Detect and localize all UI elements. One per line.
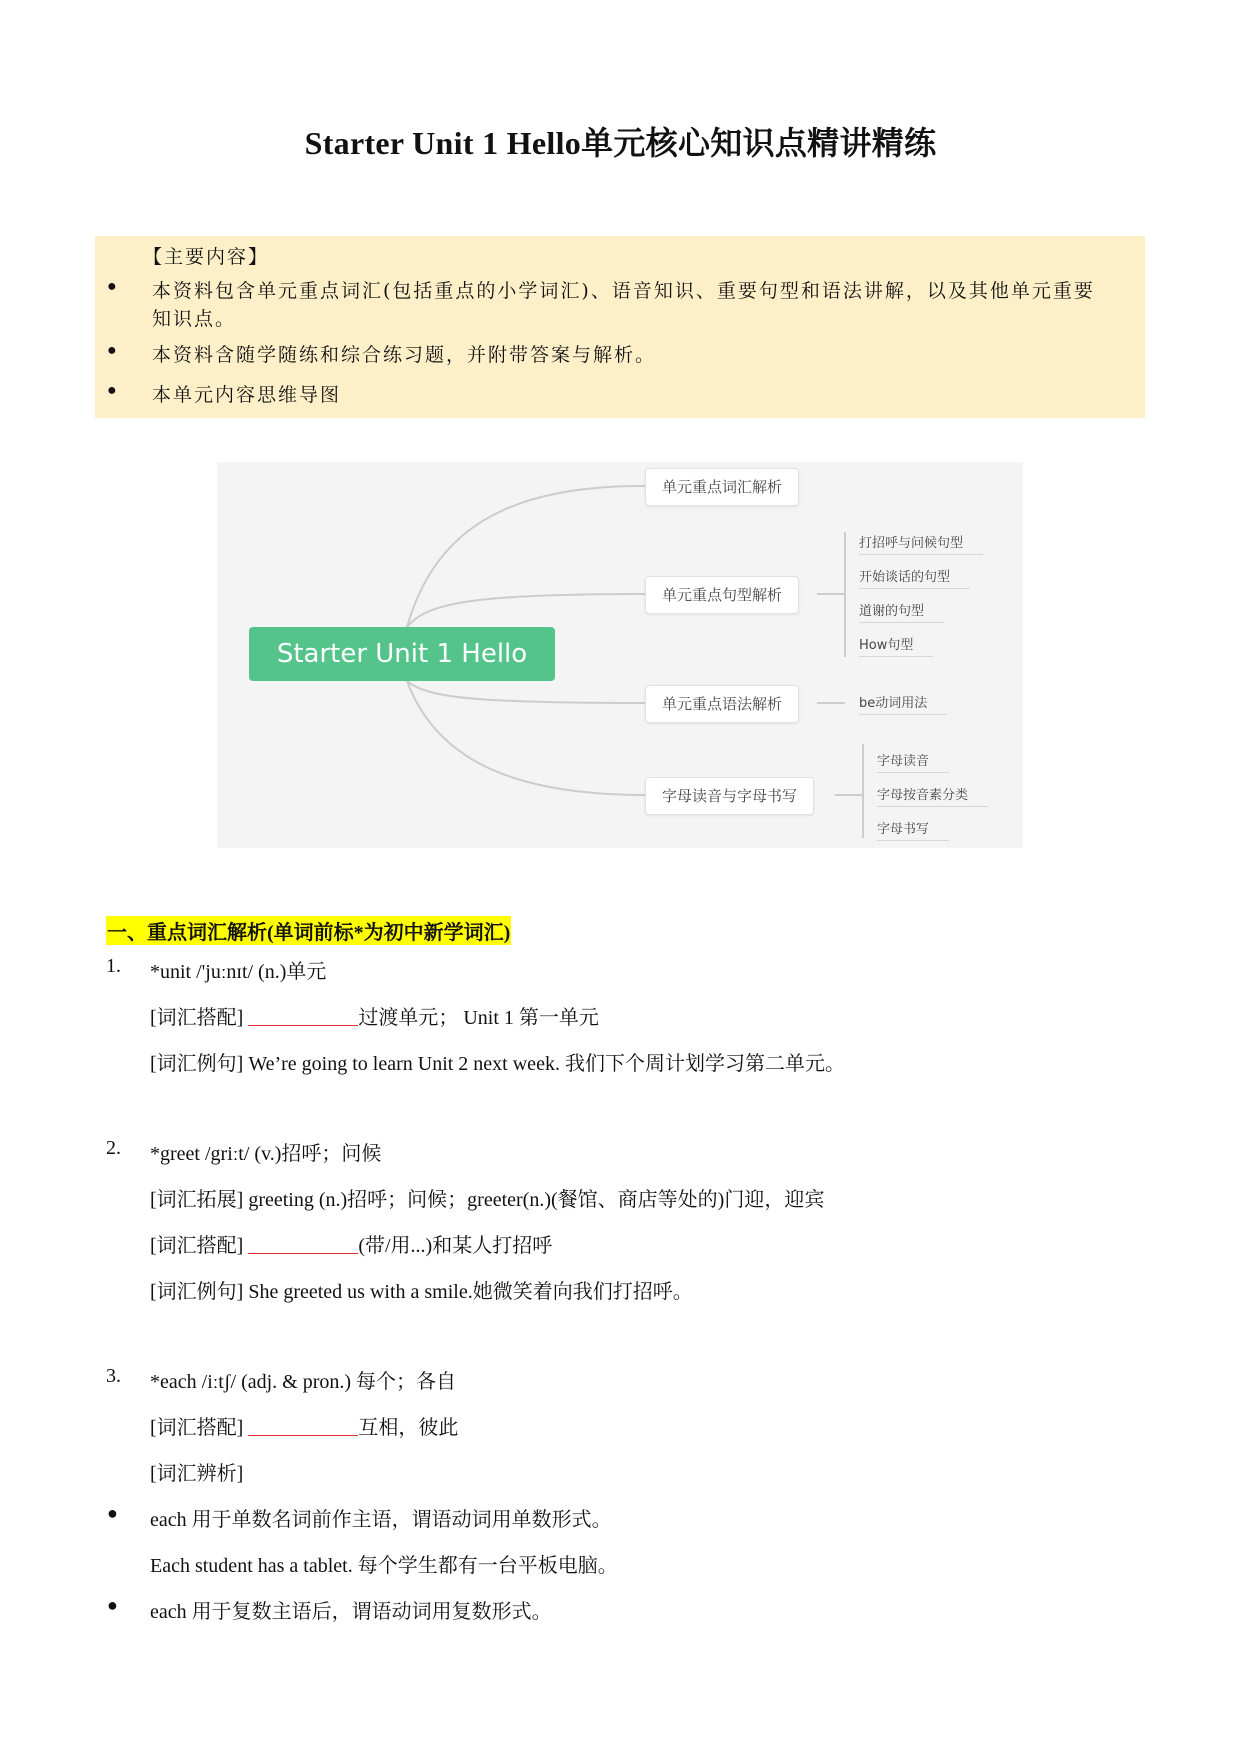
entry-line: [词汇例句] We’re going to learn Unit 2 next week. 我们下个周计划学习第二单元。 — [150, 1053, 845, 1075]
bullet-icon: ● — [107, 278, 117, 295]
entry-number: 2. — [106, 1137, 121, 1159]
bullet-icon: ● — [107, 1595, 118, 1615]
entry-head: *each /iːtʃ/ (adj. & pron.) 每个；各自 — [150, 1371, 457, 1393]
mind-map-root: Starter Unit 1 Hello — [249, 627, 555, 681]
summary-heading: 【主要内容】 — [143, 246, 270, 268]
mind-map-leaf: 道谢的句型 — [859, 600, 944, 623]
mind-map-leaf: 字母按音素分类 — [877, 784, 988, 807]
entry-line — [150, 1229, 552, 1258]
entry-number: 1. — [106, 955, 121, 977]
page-title: Starter Unit 1 Hello单元核心知识点精讲精练 — [304, 125, 937, 161]
bullet-icon: ● — [107, 342, 117, 359]
entry-number: 3. — [106, 1365, 121, 1387]
entry-head: *unit /'juːnɪt/ (n.)单元 — [150, 961, 327, 983]
bullet-icon: ● — [107, 382, 117, 399]
mind-map-leaf: be动词用法 — [859, 692, 947, 715]
summary-item: 本资料包含单元重点词汇(包括重点的小学词汇)、语音知识、重要句型和语法讲解，以及其他单元重要 — [152, 280, 1095, 302]
line-suffix: 互相，彼此 — [358, 1417, 459, 1439]
entry-line — [150, 1411, 458, 1440]
mind-map-branch: 单元重点词汇解析 — [645, 468, 799, 506]
summary-box — [95, 236, 1145, 418]
section-heading: 一、重点词汇解析(单词前标*为初中新学词汇) — [106, 916, 511, 945]
summary-item: 知识点。 — [152, 308, 237, 330]
fill-in-blank[interactable] — [248, 1235, 358, 1254]
bullet-example: Each student has a tablet. 每个学生都有一台平板电脑。 — [150, 1555, 618, 1577]
summary-item: 本单元内容思维导图 — [152, 384, 342, 406]
fill-in-blank[interactable] — [248, 1007, 358, 1026]
entry-line: [词汇辨析] — [150, 1463, 244, 1485]
entry-line: [词汇拓展] greeting (n.)招呼；问候；greeter(n.)(餐馆、商店等处的)门迎，迎宾 — [150, 1189, 825, 1211]
entry-line — [150, 1001, 599, 1030]
mind-map — [217, 462, 1023, 848]
line-suffix: (带/用...)和某人打招呼 — [358, 1235, 553, 1257]
mind-map-leaf: 字母读音 — [877, 750, 949, 773]
bullet-text: each 用于复数主语后，谓语动词用复数形式。 — [150, 1601, 552, 1623]
line-suffix: 过渡单元； Unit 1 第一单元 — [358, 1007, 599, 1029]
bullet-icon: ● — [107, 1503, 118, 1523]
fill-in-blank[interactable] — [248, 1417, 358, 1436]
mind-map-branch: 单元重点句型解析 — [645, 576, 799, 614]
summary-item: 本资料含随学随练和综合练习题，并附带答案与解析。 — [152, 344, 657, 366]
line-prefix: [词汇搭配] — [150, 1417, 249, 1439]
bullet-text: each 用于单数名词前作主语，谓语动词用单数形式。 — [150, 1509, 612, 1531]
line-prefix: [词汇搭配] — [150, 1235, 249, 1257]
mind-map-branch: 单元重点语法解析 — [645, 685, 799, 723]
mind-map-branch: 字母读音与字母书写 — [645, 777, 814, 815]
entry-line: [词汇例句] She greeted us with a smile.她微笑着向我们打招呼。 — [150, 1281, 693, 1303]
mind-map-leaf: How句型 — [859, 634, 933, 657]
mind-map-leaf: 打招呼与问候句型 — [859, 532, 983, 555]
line-prefix: [词汇搭配] — [150, 1007, 249, 1029]
mind-map-leaf: 字母书写 — [877, 818, 949, 841]
entry-head: *greet /griːt/ (v.)招呼；问候 — [150, 1143, 382, 1165]
mind-map-leaf: 开始谈话的句型 — [859, 566, 970, 589]
